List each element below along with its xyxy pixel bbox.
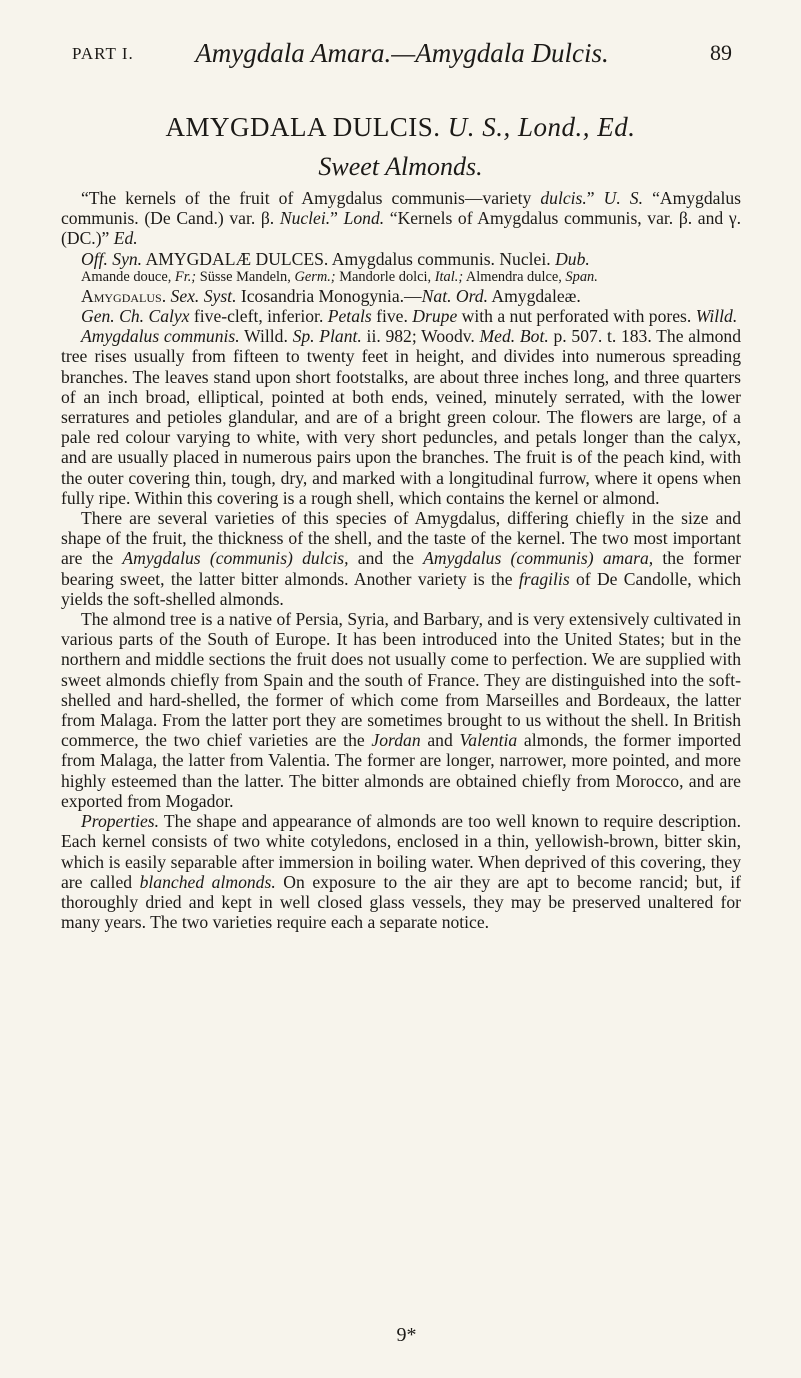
varieties-paragraph [61, 508, 741, 609]
ref-woodv: ii. 982; Woodv. [361, 326, 480, 347]
heading-name: AMYGDALA DULCIS. [165, 112, 441, 142]
genus-name: Amygdalus. [81, 285, 167, 306]
drupe-text: with a nut perforated with pores. [457, 306, 696, 327]
us-tag: U. S. [603, 188, 643, 208]
species-text: p. 507. t. 183. The almond tree rises usually from fifteen to twenty feet in height, and divides into numerous spreading branches. The leaves stand upon short footstalks, are about three inches long, and three quarters of an inch broad, elliptical, pointed at both ends, veined, minutely serrated, with the lower serratures and petioles glandular, and are of a bright green colour. The flowers are large, of a pale red colour varying to white, with very short peduncles, and petals longer than the calyx, and are usually placed in numerous pairs upon the branches. The fruit is of the peach kind, with the outer covering thin, tough, dry, and marked with a longitudinal furrow, where it opens when fully ripe. Within this covering is a rough shell, which contains the kernel or almond. [61, 326, 742, 508]
italian-label: Ital.; [434, 268, 464, 285]
blanched-almonds: blanched almonds. [139, 871, 276, 892]
commerce-text-b: and [420, 730, 460, 751]
running-head [72, 38, 732, 70]
off-syn-tag: Dub. [555, 248, 590, 269]
fragilis-variety: fragilis [518, 568, 570, 589]
jordan-almonds: Jordan [371, 730, 421, 751]
nat-ord-text: Amygdaleæ. [487, 285, 581, 306]
lond-tag: Lond. [343, 208, 385, 229]
commerce-text-a: The almond tree is a native of Persia, Syria, and Barbary, and is very extensively cultivated in various parts of the South of Europe. It has been introduced into the United States; but in the northern and middle sections the fruit does not usually come to perfection. We are supplied with sweet almonds chiefly from Spain and the south of France. They are distinguished into the soft-shelled and hard-shelled, the former of which come from Marseilles and Bordeaux, the latter from Malaga. From the latter port they are sometimes brought to us without the shell. In British commerce, the two chief varieties are the [61, 609, 741, 751]
properties-text-b: On exposure to the air they are apt to become rancid; but, if thoroughly dried and kept in well closed glass vessels, they may be preserved unaltered for many years. The two varieties require each a separate notice. [61, 871, 741, 933]
official-synonym [61, 249, 741, 269]
ref-willd: Willd. [239, 326, 293, 347]
petals-text: five. [371, 306, 413, 327]
off-syn-text: AMYGDALÆ DULCES. Amygdalus communis. Nuclei. [142, 248, 556, 269]
valentia-almonds: Valentia [459, 730, 518, 751]
bitter-variety: Amygdalus (communis) amara, [423, 548, 654, 569]
species-name: Amygdalus communis. [81, 326, 240, 347]
pharmacopoeia-definitions [61, 188, 741, 249]
spanish-label: Span. [565, 268, 598, 285]
sex-syst-text: Icosandria Monogynia.— [236, 285, 422, 306]
running-head-part: PART I. [72, 44, 134, 63]
calyx-text: five-cleft, inferior. [189, 306, 328, 327]
heading-refs: U. S., Lond., Ed. [447, 112, 636, 142]
italian-name: Mandorle dolci, [335, 268, 435, 285]
french-name: Amande douce, [81, 268, 175, 285]
ref-sp-plant: Sp. Plant. [292, 326, 362, 347]
varieties-text-d: of De Candolle, which yields the soft-shelled almonds. [61, 568, 741, 609]
ref-med-bot: Med. Bot. [479, 326, 549, 347]
off-syn-label: Off. Syn. [81, 248, 143, 269]
lond-nuclei: Nuclei. [279, 208, 331, 229]
gen-ch-label: Gen. Ch. [81, 306, 145, 327]
sex-syst-label: Sex. Syst. [170, 285, 237, 306]
french-label: Fr.; [174, 268, 197, 285]
varieties-text-a: There are several varieties of this species of Amygdalus, differing chiefly in the size and shape of the fruit, the thickness of the shell, and the taste of the kernel. The two most important are the [61, 508, 741, 569]
calyx-label: Calyx [148, 306, 190, 327]
us-close-quote: ” [586, 188, 604, 208]
drupe-label: Drupe [412, 306, 458, 327]
article-subheading: Sweet Almonds. [318, 152, 483, 181]
article-heading [0, 112, 801, 143]
page-number: 89 [710, 40, 732, 65]
ed-tag: Ed. [113, 228, 138, 249]
varieties-text-c: the former bearing sweet, the latter bitter almonds. Another variety is the [61, 548, 741, 589]
lond-definition: “Amygdalus communis. (De Cand.) var. β. [61, 188, 741, 229]
german-label: Germ.; [294, 268, 336, 285]
varieties-text-b: and the [348, 548, 424, 569]
generic-character [61, 306, 741, 326]
species-description [61, 326, 741, 508]
running-head-title: Amygdala Amara.—Amygdala Dulcis. [195, 38, 609, 68]
properties-text-a: The shape and appearance of almonds are too well known to require description. Each kernel consists of two white cotyledons, enclosed in a thin, yellowish-brown, bitter skin, which is easily separable after immersion in boiling water. When deprived of this covering, they are called [61, 811, 741, 892]
authority: Willd. [695, 306, 738, 327]
article-body [61, 188, 741, 932]
german-name: Süsse Mandeln, [196, 268, 295, 285]
lond-close-quote: ” [330, 208, 344, 229]
commerce-text-c: almonds, the former imported from Malaga, the latter from Valentia. The former are longer, narrower, more pointed, and more highly esteemed than the latter. The bitter almonds are obtained chiefly from Morocco, and are exported from Mogador. [61, 730, 742, 811]
commerce-paragraph [61, 609, 741, 811]
petals-label: Petals [327, 306, 372, 327]
classification [61, 286, 741, 306]
spanish-name: Almendra dulce, [463, 268, 566, 285]
properties-label: Properties. [81, 811, 160, 832]
properties-paragraph [61, 811, 741, 932]
signature-mark: 9* [396, 1324, 417, 1346]
us-definition: “The kernels of the fruit of Amygdalus communis—variety [81, 188, 541, 208]
us-variety: dulcis. [540, 188, 587, 208]
ed-definition: “Kernels of Amygdalus communis, var. β. and γ. (DC.)” [61, 208, 741, 249]
sweet-variety: Amygdalus (communis) dulcis, [122, 548, 349, 569]
foreign-names [61, 269, 741, 286]
nat-ord-label: Nat. Ord. [421, 285, 488, 306]
